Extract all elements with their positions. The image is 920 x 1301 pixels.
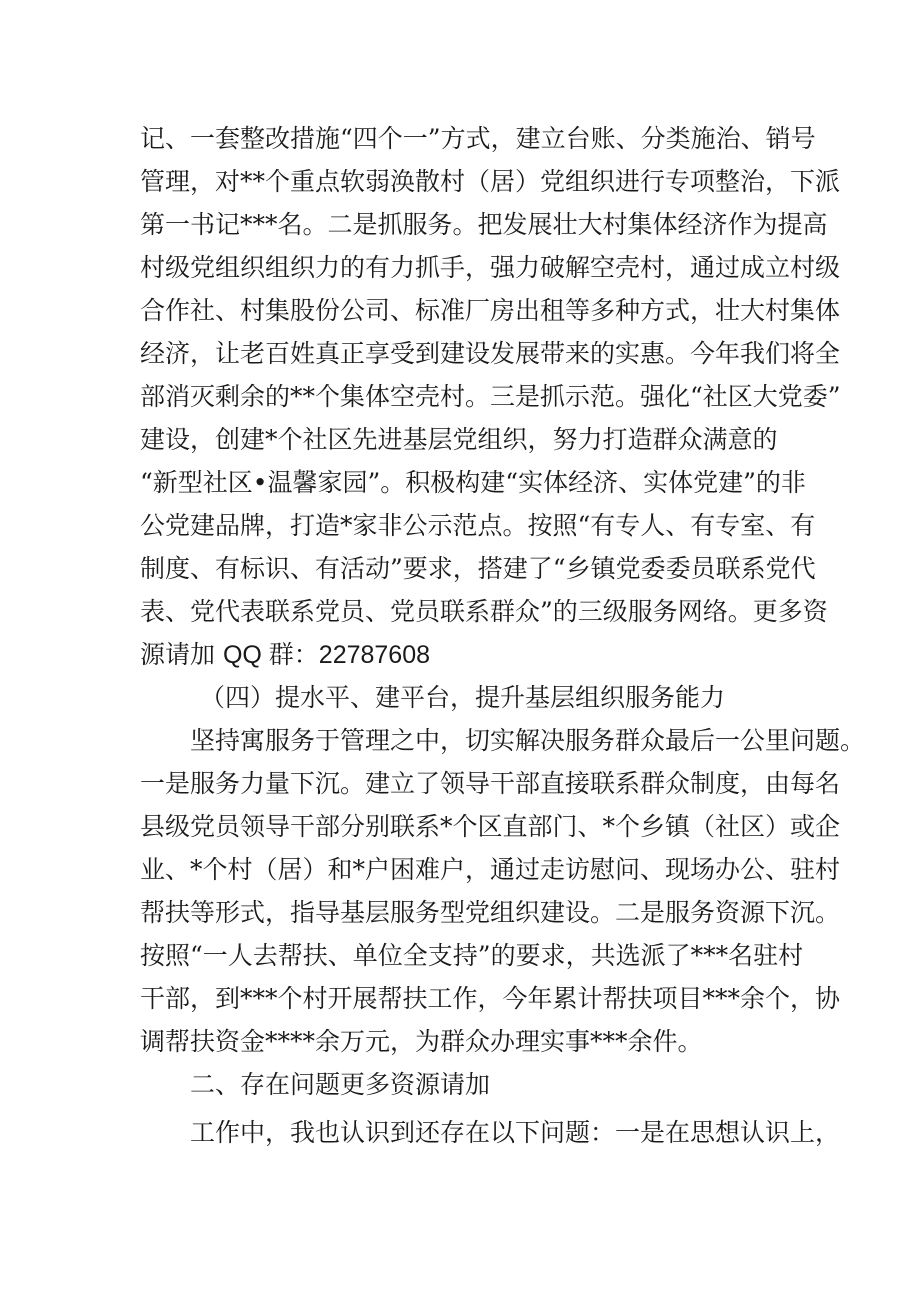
text-line: 县级党员领导干部分别联系*个区直部门、*个乡镇（社区）或企 bbox=[140, 812, 841, 841]
text-line: 公党建品牌，打造*家非公示范点。按照“有专人、有专室、有 bbox=[140, 511, 816, 540]
text-line: 第一书记***名。二是抓服务。把发展壮大村集体经济作为提高 bbox=[140, 210, 828, 239]
text-line: “新型社区•温馨家园”。积极构建“实体经济、实体党建”的非 bbox=[140, 468, 806, 497]
section-heading: 二、存在问题更多资源请加 bbox=[190, 1070, 491, 1099]
text-line: 部消灭剩余的**个集体空壳村。三是抓示范。强化“社区大党委” bbox=[140, 382, 841, 411]
text-line: 一是服务力量下沉。建立了领导干部直接联系群众制度，由每名 bbox=[140, 769, 841, 798]
text-fragment: 源请加 bbox=[140, 640, 223, 669]
text-line: 工作中，我也认识到还存在以下问题：一是在思想认识上， bbox=[190, 1118, 841, 1147]
text-line: 村级党组织组织力的有力抓手，强力破解空壳村，通过成立村级 bbox=[140, 253, 841, 282]
qq-group-line bbox=[140, 638, 790, 672]
text-line: 制度、有标识、有活动”要求，搭建了“乡镇党委委员联系党代 bbox=[140, 554, 816, 583]
text-line: 业、*个村（居）和*户困难户，通过走访慰问、现场办公、驻村 bbox=[140, 855, 841, 884]
text-line: 表、党代表联系党员、党员联系群众”的三级服务网络。更多资 bbox=[140, 597, 828, 626]
text-line: 调帮扶资金****余万元，为群众办理实事***余件。 bbox=[140, 1027, 703, 1056]
qq-group-number: QQ 群：22787608 bbox=[222, 641, 431, 669]
text-line: 管理，对**个重点软弱涣散村（居）党组织进行专项整治，下派 bbox=[140, 167, 841, 196]
section-heading: （四）提水平、建平台，提升基层组织服务能力 bbox=[200, 683, 726, 712]
text-line: 按照“一人去帮扶、单位全支持”的要求，共选派了***名驻村 bbox=[140, 941, 804, 970]
text-line: 记、一套整改措施“四个一”方式，建立台账、分类施治、销号 bbox=[140, 124, 816, 153]
text-line: 干部，到***个村开展帮扶工作，今年累计帮扶项目***余个，协 bbox=[140, 984, 841, 1013]
text-line: 经济，让老百姓真正享受到建设发展带来的实惠。今年我们将全 bbox=[140, 339, 841, 368]
text-line: 合作社、村集股份公司、标准厂房出租等多种方式，壮大村集体 bbox=[140, 296, 841, 325]
text-line: 建设，创建*个社区先进基层党组织，努力打造群众满意的 bbox=[140, 425, 778, 454]
text-line: 帮扶等形式，指导基层服务型党组织建设。二是服务资源下沉。 bbox=[140, 898, 841, 927]
text-line: 坚持寓服务于管理之中，切实解决服务群众最后一公里问题。 bbox=[190, 726, 866, 755]
